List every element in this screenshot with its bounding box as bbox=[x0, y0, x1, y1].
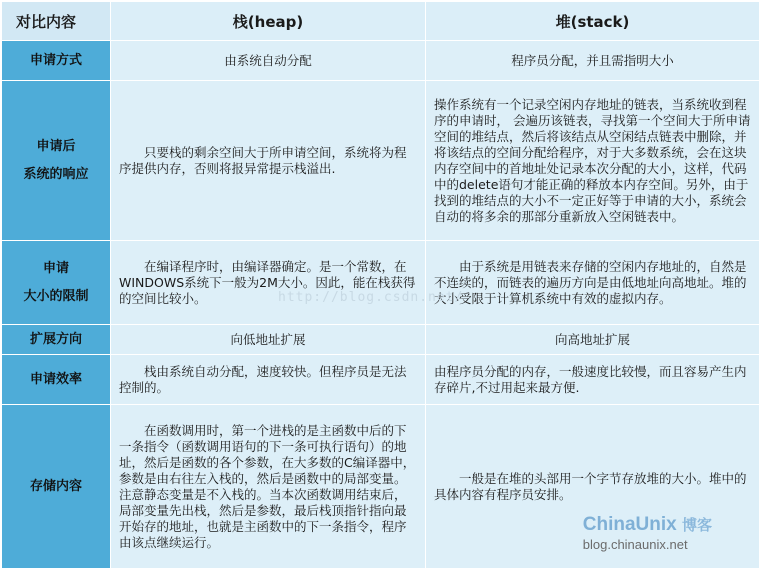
label-line-1: 申请后 bbox=[36, 138, 76, 154]
heap-storage-content: 在函数调用时，第一个进栈的是主函数中后的下一条指令（函数调用语句的下一条可执行语句）的地址，然后是函数的各个参数，在大多数的C编译器中，参数是由右往左入栈的，然后是函数中的局部变量。注意静态变量是不入栈的。当本次函数调用结束后，局部变量先出栈，然后是参数，最后栈顶指针指向最开始存的地址，也就是主函数中的下一条指令，程序由该点继续运行。 bbox=[111, 405, 426, 569]
chinaunix-brand: ChinaUnix bbox=[582, 514, 677, 535]
label-line-2: 系统的响应 bbox=[23, 166, 89, 182]
row-efficiency bbox=[2, 355, 760, 405]
comparison-table bbox=[1, 1, 760, 569]
label-storage-content: 存储内容 bbox=[2, 405, 111, 569]
csdn-watermark: http://blog.csdn.net/ bbox=[278, 290, 464, 305]
heap-growth-direction: 向低地址扩展 bbox=[111, 325, 426, 355]
header-heap: 栈(heap) bbox=[111, 2, 426, 41]
label-growth-direction: 扩展方向 bbox=[2, 325, 111, 355]
header-compare: 对比内容 bbox=[2, 2, 111, 41]
heap-allocation-method: 由系统自动分配 bbox=[111, 41, 426, 81]
heap-system-response: 只要栈的剩余空间大于所申请空间，系统将为程序提供内存，否则将报异常提示栈溢出. bbox=[111, 81, 426, 241]
heap-size-limit: 在编译程序时，由编译器确定。是一个常数，在WINDOWS系统下一般为2M大小。因此，能在栈获得的空间比较小。 bbox=[111, 241, 426, 325]
stack-system-response: 操作系统有一个记录空闲内存地址的链表，当系统收到程序的申请时， 会遍历该链表，寻找第一个空间大于所申请空间的堆结点，然后将该结点从空闲结点链表中删除，并将该结点的空间分配给程序，对于大多数系统，会在这块内存空间中的首地址处记录本次分配的大小，这样，代码中的delete语句才能正确的释放本内存空间。另外，由于找到的堆结点的大小不一定正好等于申请的大小，系统会自动的将多余的那部分重新放入空闲链表中。 bbox=[426, 81, 760, 241]
chinaunix-brand-cn: 博客 bbox=[681, 517, 712, 534]
chinaunix-logo bbox=[583, 514, 712, 536]
label-system-response bbox=[2, 81, 111, 241]
row-size-limit bbox=[2, 241, 760, 325]
stack-efficiency: 由程序员分配的内存，一般速度比较慢，而且容易产生内存碎片,不过用起来最方便. bbox=[426, 355, 760, 405]
stack-storage-content: 一般是在堆的头部用一个字节存放堆的大小。堆中的具体内容有程序员安排。 bbox=[426, 405, 760, 569]
header-row bbox=[2, 2, 760, 41]
chinaunix-url: blog.chinaunix.net bbox=[582, 537, 688, 552]
label-line-2: 大小的限制 bbox=[23, 288, 89, 304]
chinaunix-watermark bbox=[583, 514, 712, 552]
label-allocation-method: 申请方式 bbox=[2, 41, 111, 81]
header-stack: 堆(stack) bbox=[426, 2, 760, 41]
stack-growth-direction: 向高地址扩展 bbox=[426, 325, 760, 355]
label-line-1: 申请 bbox=[42, 260, 69, 276]
row-system-response bbox=[2, 81, 760, 241]
stack-allocation-method: 程序员分配，并且需指明大小 bbox=[426, 41, 760, 81]
label-size-limit bbox=[2, 241, 111, 325]
label-efficiency: 申请效率 bbox=[2, 355, 111, 405]
stack-size-limit: 由于系统是用链表来存储的空闲内存地址的，自然是不连续的，而链表的遍历方向是由低地址向高地址。堆的大小受限于计算机系统中有效的虚拟内存。 bbox=[426, 241, 760, 325]
row-growth-direction bbox=[2, 325, 760, 355]
row-allocation-method bbox=[2, 41, 760, 81]
heap-efficiency: 栈由系统自动分配，速度较快。但程序员是无法控制的。 bbox=[111, 355, 426, 405]
